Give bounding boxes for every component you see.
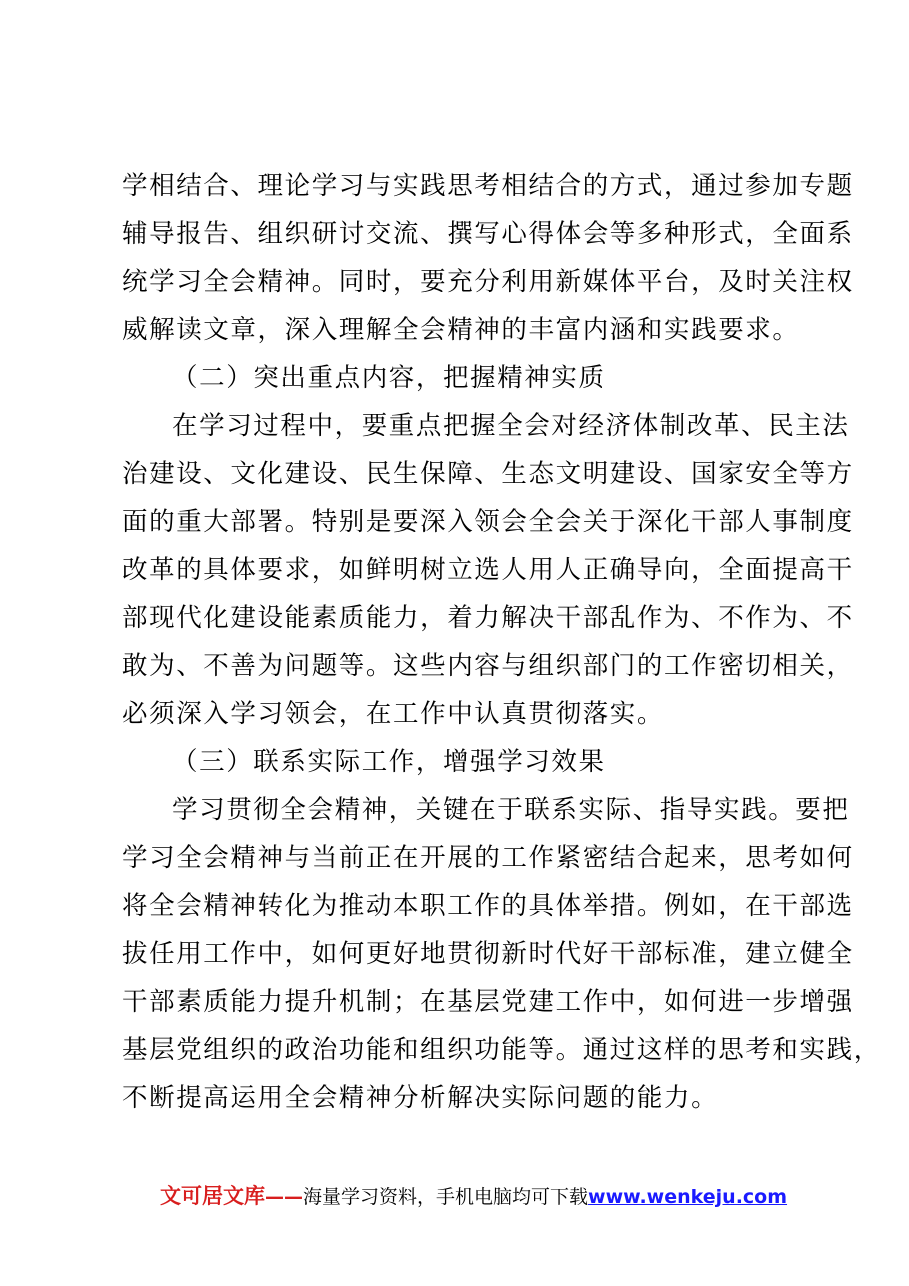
section-heading-3: （三）联系实际工作，增强学习效果 bbox=[172, 747, 606, 777]
paragraph-line: 面的重大部署。特别是要深入领会全会关于深化干部人事制度 bbox=[122, 507, 854, 537]
paragraph-line: 改革的具体要求，如鲜明树立选人用人正确导向，全面提高干 bbox=[122, 555, 854, 585]
paragraph-line: 学习贯彻全会精神，关键在于联系实际、指导实践。要把 bbox=[172, 795, 850, 825]
paragraph-line: 统学习全会精神。同时，要充分利用新媒体平台，及时关注权 bbox=[122, 267, 854, 297]
paragraph-line: 在学习过程中，要重点把握全会对经济体制改革、民主法 bbox=[172, 411, 850, 441]
paragraph-line: 辅导报告、组织研讨交流、撰写心得体会等多种形式，全面系 bbox=[122, 219, 854, 249]
footer-dash: —— bbox=[265, 1186, 303, 1208]
paragraph-line: 部现代化建设能素质能力，着力解决干部乱作为、不作为、不 bbox=[122, 603, 854, 633]
paragraph-line: 不断提高运用全会精神分析解决实际问题的能力。 bbox=[122, 1083, 719, 1113]
footer-banner bbox=[160, 1186, 787, 1207]
paragraph-line: 敢为、不善为问题等。这些内容与组织部门的工作密切相关， bbox=[122, 651, 854, 681]
paragraph-line: 必须深入学习领会，在工作中认真贯彻落实。 bbox=[122, 699, 665, 729]
paragraph-line: 将全会精神转化为推动本职工作的具体举措。例如，在干部选 bbox=[122, 891, 854, 921]
paragraph-line: 威解读文章，深入理解全会精神的丰富内涵和实践要求。 bbox=[122, 315, 800, 345]
paragraph-line: 拔任用工作中，如何更好地贯彻新时代好干部标准，建立健全 bbox=[122, 939, 854, 969]
paragraph-line: 干部素质能力提升机制；在基层党建工作中，如何进一步增强 bbox=[122, 987, 854, 1017]
footer-description: 海量学习资料，手机电脑均可下载 bbox=[303, 1186, 589, 1208]
paragraph-line: 学相结合、理论学习与实践思考相结合的方式，通过参加专题 bbox=[122, 171, 854, 201]
brand-name: 文可居文库 bbox=[160, 1184, 265, 1208]
section-heading-2: （二）突出重点内容，把握精神实质 bbox=[172, 363, 606, 393]
paragraph-line: 基层党组织的政治功能和组织功能等。通过这样的思考和实践， bbox=[122, 1035, 881, 1065]
paragraph-line: 治建设、文化建设、民生保障、生态文明建设、国家安全等方 bbox=[122, 459, 854, 489]
paragraph-line: 学习全会精神与当前正在开展的工作紧密结合起来，思考如何 bbox=[122, 843, 854, 873]
website-link[interactable]: www.wenkeju.com bbox=[588, 1186, 788, 1208]
